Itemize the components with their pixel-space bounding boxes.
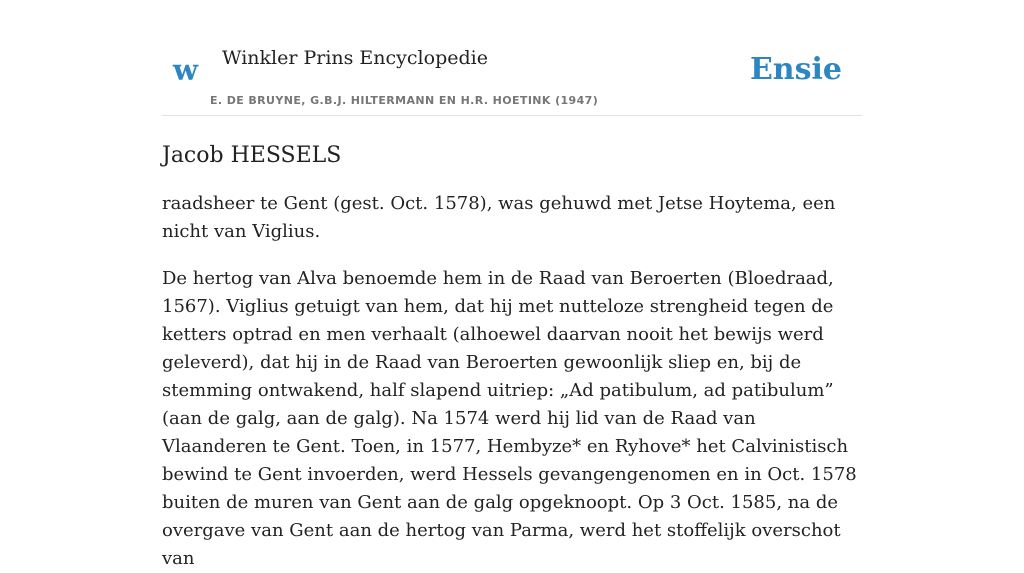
- article-paragraph: raadsheer te Gent (gest. Oct. 1578), was gehuwd met Jetse Hoytema, een nicht van Viglius.: [162, 193, 836, 242]
- article-paragraph: De hertog van Alva benoemde hem in de Raad van Beroerten (Bloedraad, 1567). Viglius getuigt van hem, dat hij met nutteloze strengheid tegen de ketters optrad en men verhaalt (alhoewel daarvan nooit het bewijs werd geleverd), dat hij in de Raad van Beroerten gewoonlijk sliep en, bij de stemming ontwakend, half slapend uitriep: „Ad patibulum, ad patibulum” (aan de galg, aan de galg). Na 1574 werd hij lid van de Raad van Vlaanderen te Gent. Toen, in 1577, Hembyze* en Ryhove* het Calvinistisch bewind te Gent invoerden, werd Hessels gevangengenomen en in Oct. 1578 buiten de muren van Gent aan de galg opgeknoopt. Op 3 Oct. 1585, na de overgave van Gent aan de hertog van Parma, werd het stoffelijk overschot van: [162, 268, 857, 569]
- article-title: Jacob HESSELS: [162, 143, 342, 168]
- source-authors: E. DE BRUYNE, G.B.J. HILTERMANN EN H.R. HOETINK (1947): [210, 94, 599, 107]
- ensie-logo-link[interactable]: Ensie: [749, 52, 842, 87]
- source-title[interactable]: Winkler Prins Encyclopedie: [222, 47, 488, 69]
- source-header: [162, 0, 862, 116]
- page: [162, 0, 862, 573]
- winkler-prins-logo-icon[interactable]: w: [173, 53, 198, 87]
